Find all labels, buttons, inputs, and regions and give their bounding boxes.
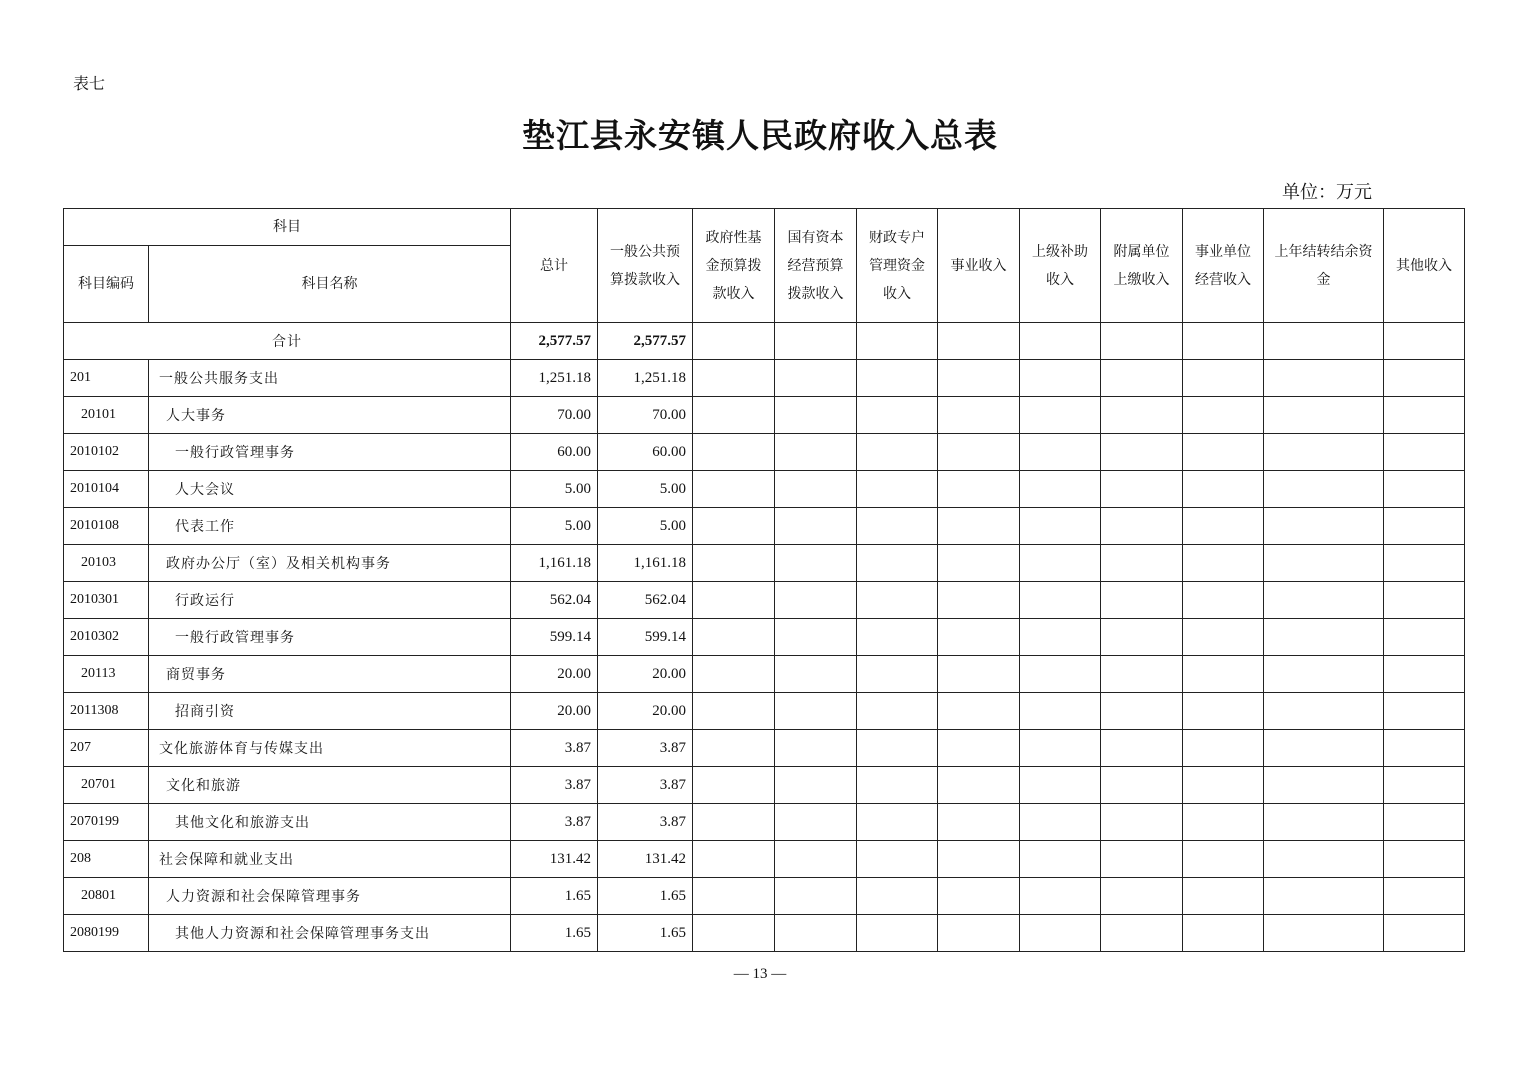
table-cell bbox=[693, 619, 775, 656]
table-cell bbox=[857, 878, 938, 915]
table-cell bbox=[1183, 730, 1264, 767]
row-general-budget: 3.87 bbox=[598, 767, 693, 804]
row-code: 20801 bbox=[64, 878, 149, 915]
row-name: 政府办公厅（室）及相关机构事务 bbox=[149, 545, 511, 582]
table-cell bbox=[775, 619, 857, 656]
header-special-account: 财政专户管理资金收入 bbox=[857, 209, 938, 323]
table-cell bbox=[857, 767, 938, 804]
row-total: 3.87 bbox=[511, 804, 598, 841]
table-cell bbox=[1183, 804, 1264, 841]
table-cell bbox=[1020, 434, 1101, 471]
table-cell bbox=[1264, 545, 1384, 582]
table-cell bbox=[1264, 730, 1384, 767]
table-cell bbox=[693, 915, 775, 952]
row-code: 20113 bbox=[64, 656, 149, 693]
table-cell bbox=[1183, 693, 1264, 730]
row-name: 代表工作 bbox=[149, 508, 511, 545]
table-cell bbox=[1020, 582, 1101, 619]
table-cell bbox=[1020, 915, 1101, 952]
table-cell bbox=[1101, 360, 1183, 397]
row-name: 招商引资 bbox=[149, 693, 511, 730]
row-general-budget: 20.00 bbox=[598, 693, 693, 730]
table-cell bbox=[775, 434, 857, 471]
table-cell bbox=[938, 878, 1020, 915]
table-cell bbox=[938, 841, 1020, 878]
row-code: 201 bbox=[64, 360, 149, 397]
table-cell bbox=[1020, 360, 1101, 397]
row-total: 131.42 bbox=[511, 841, 598, 878]
table-cell bbox=[1020, 508, 1101, 545]
row-total: 5.00 bbox=[511, 508, 598, 545]
row-code: 2080199 bbox=[64, 915, 149, 952]
table-cell bbox=[775, 582, 857, 619]
table-cell bbox=[775, 545, 857, 582]
table-cell bbox=[857, 508, 938, 545]
table-cell bbox=[775, 878, 857, 915]
table-cell bbox=[1183, 545, 1264, 582]
header-code: 科目编码 bbox=[64, 246, 149, 323]
table-cell bbox=[1020, 693, 1101, 730]
table-cell bbox=[938, 323, 1020, 360]
row-code: 20701 bbox=[64, 767, 149, 804]
table-cell bbox=[1384, 397, 1465, 434]
table-cell bbox=[857, 804, 938, 841]
table-cell bbox=[1101, 767, 1183, 804]
row-general-budget: 1.65 bbox=[598, 878, 693, 915]
table-row bbox=[64, 693, 1465, 730]
header-business-income: 事业收入 bbox=[938, 209, 1020, 323]
table-cell bbox=[1183, 360, 1264, 397]
table-cell bbox=[693, 878, 775, 915]
row-name: 文化旅游体育与传媒支出 bbox=[149, 730, 511, 767]
header-subject: 科目 bbox=[64, 209, 511, 246]
table-cell bbox=[775, 397, 857, 434]
row-general-budget: 1,161.18 bbox=[598, 545, 693, 582]
table-row bbox=[64, 360, 1465, 397]
table-cell bbox=[857, 656, 938, 693]
table-cell bbox=[1101, 397, 1183, 434]
row-total: 20.00 bbox=[511, 693, 598, 730]
table-cell bbox=[775, 693, 857, 730]
table-cell bbox=[1384, 656, 1465, 693]
table-cell bbox=[1020, 471, 1101, 508]
page-title: 垫江县永安镇人民政府收入总表 bbox=[522, 116, 998, 155]
row-general-budget: 1,251.18 bbox=[598, 360, 693, 397]
table-cell bbox=[938, 397, 1020, 434]
table-cell bbox=[1264, 841, 1384, 878]
table-cell bbox=[775, 841, 857, 878]
row-name: 文化和旅游 bbox=[149, 767, 511, 804]
table-cell bbox=[1264, 434, 1384, 471]
table-cell bbox=[1264, 619, 1384, 656]
row-name: 其他文化和旅游支出 bbox=[149, 804, 511, 841]
table-cell bbox=[1020, 397, 1101, 434]
row-total: 1,161.18 bbox=[511, 545, 598, 582]
row-general-budget: 70.00 bbox=[598, 397, 693, 434]
table-cell bbox=[1264, 323, 1384, 360]
table-cell bbox=[938, 693, 1020, 730]
table-cell bbox=[775, 915, 857, 952]
row-total: 5.00 bbox=[511, 471, 598, 508]
row-code: 2010104 bbox=[64, 471, 149, 508]
table-cell bbox=[693, 323, 775, 360]
header-general-budget: 一般公共预算拨款收入 bbox=[598, 209, 693, 323]
table-cell bbox=[938, 360, 1020, 397]
table-cell bbox=[1101, 545, 1183, 582]
row-code: 207 bbox=[64, 730, 149, 767]
table-cell bbox=[1183, 434, 1264, 471]
table-cell bbox=[857, 545, 938, 582]
table-cell bbox=[1101, 841, 1183, 878]
table-cell bbox=[1384, 730, 1465, 767]
table-cell bbox=[1384, 804, 1465, 841]
table-row bbox=[64, 434, 1465, 471]
table-row bbox=[64, 545, 1465, 582]
row-name: 一般公共服务支出 bbox=[149, 360, 511, 397]
table-cell bbox=[1020, 545, 1101, 582]
table-cell bbox=[1384, 619, 1465, 656]
table-cell bbox=[1384, 360, 1465, 397]
table-cell bbox=[857, 693, 938, 730]
table-cell bbox=[1264, 582, 1384, 619]
table-row bbox=[64, 915, 1465, 952]
table-cell bbox=[1384, 767, 1465, 804]
table-cell bbox=[1020, 656, 1101, 693]
row-general-budget: 60.00 bbox=[598, 434, 693, 471]
total-label: 合计 bbox=[64, 323, 511, 360]
table-row bbox=[64, 841, 1465, 878]
table-cell bbox=[775, 804, 857, 841]
table-cell bbox=[1384, 878, 1465, 915]
table-cell bbox=[693, 804, 775, 841]
table-cell bbox=[857, 360, 938, 397]
header-unit-operations: 事业单位经营收入 bbox=[1183, 209, 1264, 323]
header-row-top bbox=[64, 209, 1465, 246]
row-general-budget: 3.87 bbox=[598, 804, 693, 841]
table-cell bbox=[1020, 804, 1101, 841]
table-cell bbox=[1183, 508, 1264, 545]
header-gov-fund: 政府性基金预算拨款收入 bbox=[693, 209, 775, 323]
row-name: 一般行政管理事务 bbox=[149, 434, 511, 471]
row-code: 20101 bbox=[64, 397, 149, 434]
table-cell bbox=[1264, 878, 1384, 915]
table-cell bbox=[1264, 397, 1384, 434]
header-carryover: 上年结转结余资金 bbox=[1264, 209, 1384, 323]
row-general-budget: 599.14 bbox=[598, 619, 693, 656]
table-row bbox=[64, 656, 1465, 693]
table-cell bbox=[693, 693, 775, 730]
table-cell bbox=[1264, 693, 1384, 730]
table-row bbox=[64, 619, 1465, 656]
table-cell bbox=[1101, 582, 1183, 619]
table-row bbox=[64, 471, 1465, 508]
table-cell bbox=[857, 434, 938, 471]
table-cell bbox=[1183, 323, 1264, 360]
table-cell bbox=[938, 767, 1020, 804]
table-cell bbox=[1264, 656, 1384, 693]
total-general-budget: 2,577.57 bbox=[598, 323, 693, 360]
table-cell bbox=[1384, 508, 1465, 545]
income-summary-table bbox=[63, 208, 1465, 952]
table-row bbox=[64, 397, 1465, 434]
header-superior-subsidy: 上级补助收入 bbox=[1020, 209, 1101, 323]
table-cell bbox=[1384, 323, 1465, 360]
row-name: 人大会议 bbox=[149, 471, 511, 508]
table-cell bbox=[1101, 508, 1183, 545]
row-general-budget: 5.00 bbox=[598, 508, 693, 545]
table-cell bbox=[693, 767, 775, 804]
header-total: 总计 bbox=[511, 209, 598, 323]
table-cell bbox=[1384, 841, 1465, 878]
table-cell bbox=[693, 841, 775, 878]
table-cell bbox=[1183, 656, 1264, 693]
table-cell bbox=[775, 323, 857, 360]
row-general-budget: 20.00 bbox=[598, 656, 693, 693]
table-cell bbox=[1101, 915, 1183, 952]
row-total: 70.00 bbox=[511, 397, 598, 434]
row-code: 2010102 bbox=[64, 434, 149, 471]
table-cell bbox=[1384, 582, 1465, 619]
table-cell bbox=[938, 656, 1020, 693]
row-code: 2010301 bbox=[64, 582, 149, 619]
table-cell bbox=[693, 360, 775, 397]
row-name: 商贸事务 bbox=[149, 656, 511, 693]
total-amount: 2,577.57 bbox=[511, 323, 598, 360]
table-cell bbox=[857, 619, 938, 656]
table-cell bbox=[693, 471, 775, 508]
table-cell bbox=[1384, 434, 1465, 471]
table-row bbox=[64, 582, 1465, 619]
table-cell bbox=[693, 508, 775, 545]
table-cell bbox=[693, 434, 775, 471]
table-cell bbox=[857, 841, 938, 878]
table-cell bbox=[1101, 656, 1183, 693]
table-row bbox=[64, 767, 1465, 804]
table-cell bbox=[1264, 471, 1384, 508]
table-cell bbox=[1101, 804, 1183, 841]
table-cell bbox=[1020, 767, 1101, 804]
page-number: — 13 — bbox=[733, 966, 787, 982]
row-general-budget: 131.42 bbox=[598, 841, 693, 878]
table-row bbox=[64, 878, 1465, 915]
row-total: 1.65 bbox=[511, 878, 598, 915]
table-cell bbox=[693, 656, 775, 693]
row-code: 20103 bbox=[64, 545, 149, 582]
table-cell bbox=[1101, 619, 1183, 656]
unit-label: 单位：万元 bbox=[1282, 182, 1372, 203]
table-cell bbox=[1020, 878, 1101, 915]
row-general-budget: 5.00 bbox=[598, 471, 693, 508]
table-cell bbox=[938, 471, 1020, 508]
table-cell bbox=[1020, 730, 1101, 767]
row-name: 其他人力资源和社会保障管理事务支出 bbox=[149, 915, 511, 952]
row-code: 2010302 bbox=[64, 619, 149, 656]
row-total: 60.00 bbox=[511, 434, 598, 471]
row-general-budget: 1.65 bbox=[598, 915, 693, 952]
table-cell bbox=[775, 471, 857, 508]
row-total: 599.14 bbox=[511, 619, 598, 656]
table-row bbox=[64, 508, 1465, 545]
table-cell bbox=[938, 545, 1020, 582]
row-total: 562.04 bbox=[511, 582, 598, 619]
row-code: 2010108 bbox=[64, 508, 149, 545]
table-cell bbox=[775, 656, 857, 693]
row-name: 一般行政管理事务 bbox=[149, 619, 511, 656]
table-cell bbox=[938, 804, 1020, 841]
table-cell bbox=[1183, 841, 1264, 878]
table-cell bbox=[857, 471, 938, 508]
row-total: 20.00 bbox=[511, 656, 598, 693]
row-total: 3.87 bbox=[511, 767, 598, 804]
table-cell bbox=[857, 582, 938, 619]
row-code: 2011308 bbox=[64, 693, 149, 730]
table-cell bbox=[1384, 915, 1465, 952]
table-cell bbox=[938, 730, 1020, 767]
table-cell bbox=[1183, 471, 1264, 508]
table-cell bbox=[1183, 619, 1264, 656]
row-name: 人力资源和社会保障管理事务 bbox=[149, 878, 511, 915]
header-other-income: 其他收入 bbox=[1384, 209, 1465, 323]
table-cell bbox=[1264, 508, 1384, 545]
row-name: 行政运行 bbox=[149, 582, 511, 619]
table-cell bbox=[1264, 360, 1384, 397]
header-name: 科目名称 bbox=[149, 246, 511, 323]
table-row bbox=[64, 804, 1465, 841]
table-cell bbox=[857, 323, 938, 360]
table-cell bbox=[1183, 397, 1264, 434]
table-cell bbox=[1101, 434, 1183, 471]
table-cell bbox=[1264, 767, 1384, 804]
table-cell bbox=[1020, 323, 1101, 360]
table-cell bbox=[775, 360, 857, 397]
table-cell bbox=[775, 767, 857, 804]
table-cell bbox=[1101, 878, 1183, 915]
header-affiliated-units: 附属单位上缴收入 bbox=[1101, 209, 1183, 323]
table-cell bbox=[1020, 841, 1101, 878]
table-cell bbox=[693, 582, 775, 619]
row-code: 2070199 bbox=[64, 804, 149, 841]
row-total: 1.65 bbox=[511, 915, 598, 952]
table-cell bbox=[693, 730, 775, 767]
table-cell bbox=[1264, 915, 1384, 952]
total-row bbox=[64, 323, 1465, 360]
row-total: 1,251.18 bbox=[511, 360, 598, 397]
table-cell bbox=[857, 915, 938, 952]
table-cell bbox=[775, 730, 857, 767]
row-name: 社会保障和就业支出 bbox=[149, 841, 511, 878]
table-cell bbox=[693, 545, 775, 582]
table-cell bbox=[857, 397, 938, 434]
table-cell bbox=[938, 915, 1020, 952]
row-name: 人大事务 bbox=[149, 397, 511, 434]
table-label: 表七 bbox=[73, 74, 106, 93]
table-cell bbox=[1384, 693, 1465, 730]
table-cell bbox=[938, 434, 1020, 471]
table-cell bbox=[1264, 804, 1384, 841]
table-cell bbox=[1384, 471, 1465, 508]
table-cell bbox=[938, 619, 1020, 656]
table-cell bbox=[1183, 582, 1264, 619]
table-cell bbox=[1020, 619, 1101, 656]
table-cell bbox=[1101, 730, 1183, 767]
table-cell bbox=[693, 397, 775, 434]
table-cell bbox=[1183, 915, 1264, 952]
table-cell bbox=[1183, 878, 1264, 915]
table-cell bbox=[938, 508, 1020, 545]
table-cell bbox=[938, 582, 1020, 619]
row-general-budget: 3.87 bbox=[598, 730, 693, 767]
row-total: 3.87 bbox=[511, 730, 598, 767]
table-cell bbox=[1183, 767, 1264, 804]
table-cell bbox=[1384, 545, 1465, 582]
header-state-capital: 国有资本经营预算拨款收入 bbox=[775, 209, 857, 323]
table-cell bbox=[1101, 323, 1183, 360]
row-general-budget: 562.04 bbox=[598, 582, 693, 619]
table-cell bbox=[1101, 471, 1183, 508]
table-row bbox=[64, 730, 1465, 767]
row-code: 208 bbox=[64, 841, 149, 878]
table-cell bbox=[775, 508, 857, 545]
table-cell bbox=[1101, 693, 1183, 730]
table-cell bbox=[857, 730, 938, 767]
